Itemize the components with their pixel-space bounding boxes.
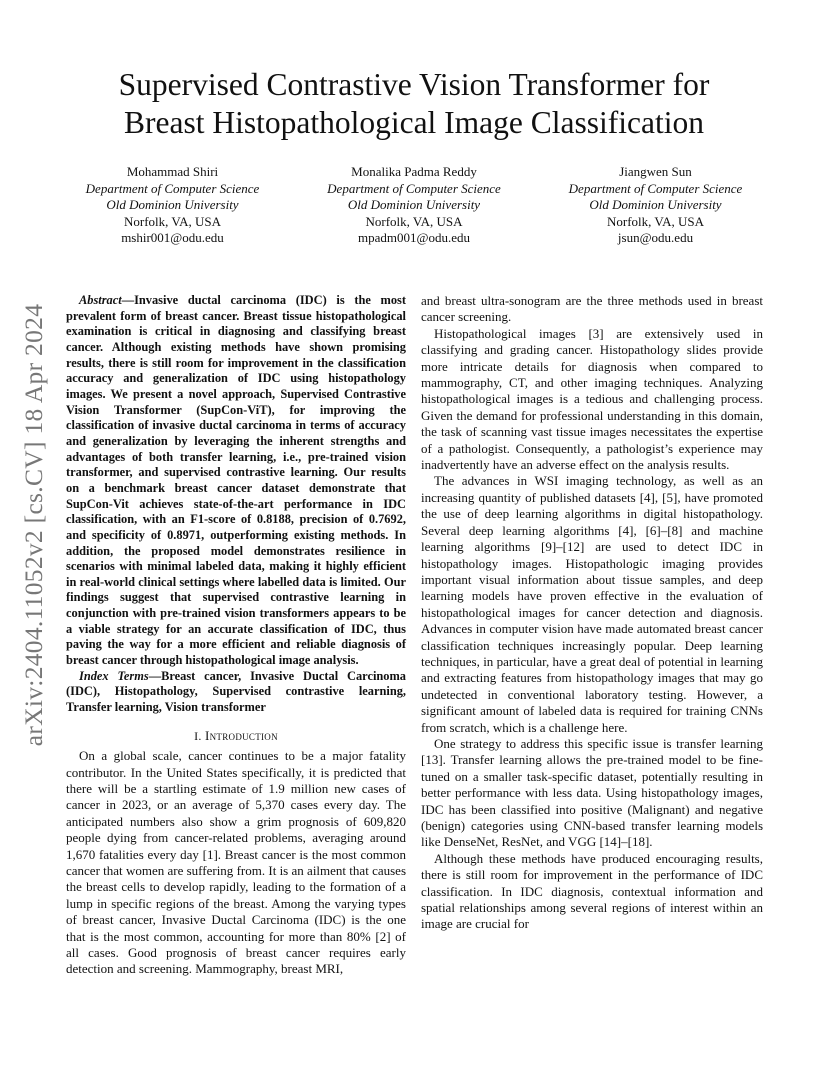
author-university: Old Dominion University bbox=[589, 197, 722, 212]
left-column bbox=[66, 293, 406, 978]
abstract bbox=[66, 293, 406, 669]
author-department: Department of Computer Science bbox=[85, 180, 260, 196]
author-location: Norfolk, VA, USA bbox=[606, 213, 705, 229]
author-2 bbox=[302, 164, 527, 247]
author-email: mpadm001@odu.edu bbox=[358, 230, 470, 245]
arxiv-identifier-text: arXiv:2404.11052v2 [cs.CV] 18 Apr 2024 bbox=[19, 303, 48, 747]
author-university: Old Dominion University bbox=[106, 197, 239, 212]
author-1 bbox=[60, 164, 285, 247]
author-name: Jiangwen Sun bbox=[619, 164, 692, 179]
author-university: Old Dominion University bbox=[347, 197, 481, 212]
abstract-text: —Invasive ductal carcinoma (IDC) is the most prevalent form of breast cancer. Breast tissue histopathological examination is critical in diagnosing and classifying breast cancer. Although existing methods have shown promising results, there is still room for improvement in the classification accuracy and generalization of IDC using histopathology images. We present a novel approach, Supervised Contrastive Vision Transformer (SupCon-ViT), for improving the classification of invasive ductal carcinoma in terms of accuracy and generalization by leveraging the inherent strengths and advantages of both transfer learning, i.e., pre-trained vision transformer, and supervised contrastive learning. Our results on a benchmark breast cancer dataset demonstrate that SupCon-Vit achieves state-of-the-art performance in IDC classification, with an F1-score of 0.8188, precision of 0.7692, and specificity of 0.8971, outperforming existing methods. In addition, the proposed model demonstrates resilience in scenarios with minimal labeled data, making it highly efficient in real-world clinical settings where labelled data is limited. Our findings suggest that supervised contrastive learning in conjunction with pre-trained vision transformers appears to be a viable strategy for an accurate classification of IDC, thus paving the way for a more efficient and reliable diagnosis of breast cancer through histopathological image analysis. bbox=[66, 293, 406, 668]
section-numeral: I. bbox=[194, 728, 202, 743]
title-line-1: Supervised Contrastive Vision Transformer for bbox=[118, 67, 710, 102]
author-location: Norfolk, VA, USA bbox=[365, 213, 463, 229]
author-email: jsun@odu.edu bbox=[617, 230, 694, 245]
abstract-label: Abstract bbox=[79, 293, 122, 307]
author-block bbox=[60, 164, 768, 247]
right-column bbox=[421, 293, 763, 933]
paragraph: Although these methods have produced encouraging results, there is still room for improvement in the performance of IDC classification. In IDC diagnosis, contextual information and spatial relationships among several regions of interest within an image are crucial for bbox=[421, 850, 763, 932]
paragraph: On a global scale, cancer continues to be a major fatality contributor. In the United States specifically, it is predicted that there will be a startling estimate of 1.9 million new cases of cancer in 2023, or an average of 5,370 cases every day. The anticipated numbers also show a grim prognosis of 609,820 people dying from cancer-related problems, averaging around 1,670 fatalities every day [1]. Breast cancer is the most common cancer that women are suffering from. It is an ailment that causes the breast cells to develop rapidly, leading to the formation of a lump in specific regions of the breast. Among the varying types of breast cancer, Invasive Ductal Carcinoma (IDC) is the one that is the most common, accounting for more than 80% [2] of all cases. Good prognosis of breast cancer requires early detection and screening. Mammography, breast MRI, bbox=[66, 748, 406, 977]
index-terms-text: —Breast cancer, Invasive Ductal Carcinoma (IDC), Histopathology, Supervised contrastive learning, Transfer learning, Vision transformer bbox=[66, 668, 406, 715]
author-name: Mohammad Shiri bbox=[126, 164, 219, 179]
index-terms bbox=[66, 669, 406, 716]
author-department: Department of Computer Science bbox=[568, 180, 743, 196]
section-title: Introduction bbox=[204, 727, 278, 743]
author-3 bbox=[543, 164, 768, 247]
author-email: mshir001@odu.edu bbox=[121, 230, 224, 245]
author-department: Department of Computer Science bbox=[327, 180, 501, 196]
author-location: Norfolk, VA, USA bbox=[123, 213, 222, 229]
paragraph: The advances in WSI imaging technology, as well as an increasing quantity of published datasets [4], [5], have promoted the use of deep learning algorithms in digital histopathology. Several deep learning algorithms [4], [6]–[8] and machine learning algorithms [9]–[12] are used to detect IDC in histopathology images. Histopathologic imaging provides important visual information about tissue samples, and deep learning models have proven effective in the evaluation of histopathological images for cancer detection and diagnosis. Advances in computer vision have made automated breast cancer classification techniques increasingly popular. Deep learning techniques, in particular, have a great deal of potential in learning and extracting features from histopathology images that may go undetected in conventional laboratory testing. However, a significant amount of labeled data is required for training CNNs from scratch, which is a challenge here. bbox=[421, 473, 763, 735]
paper-title bbox=[60, 66, 768, 142]
paragraph: and breast ultra-sonogram are the three methods used in breast cancer screening. bbox=[421, 293, 763, 325]
index-terms-label: Index Terms bbox=[79, 668, 149, 683]
author-name: Monalika Padma Reddy bbox=[351, 164, 477, 179]
title-line-2: Breast Histopathological Image Classification bbox=[124, 105, 704, 140]
section-heading-introduction bbox=[66, 728, 406, 744]
paragraph: Histopathological images [3] are extensively used in classifying and grading cancer. Histopathology slides provide more intricate details for diagnosis when compared to mammography, CT, and other imaging techniques. Analyzing histopathological images is a tedious and challenging process. Given the demand for professional understanding in this domain, the task of scanning vast tissue images necessitates the expertise of a pathologist. Consequently, a pathologist’s experience may inadvertently have an adverse effect on the analysis results. bbox=[421, 325, 763, 473]
arxiv-identifier bbox=[18, 285, 50, 765]
paragraph: One strategy to address this specific issue is transfer learning [13]. Transfer learning allows the pre-trained model to be fine-tuned on a smaller task-specific dataset, potentially resulting in better performance with less data. Using histopathology images, IDC has been classified into positive (Malignant) and negative (benign) categories using CNN-based transfer learning models like DenseNet, ResNet, and VGG [14]–[18]. bbox=[421, 735, 763, 850]
